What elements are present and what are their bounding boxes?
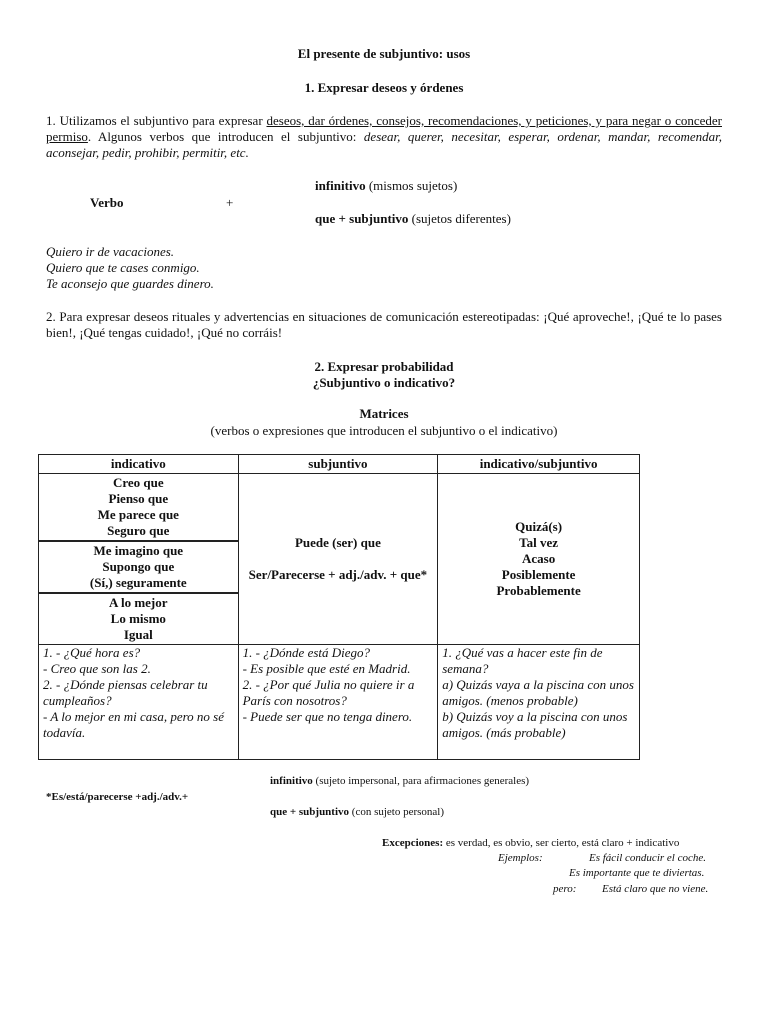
indicativo-group — [39, 474, 238, 540]
example-line: Te aconsejo que guardes dinero. — [46, 276, 214, 291]
list-item: Quizá(s) — [515, 519, 563, 534]
matrices-note: (verbos o expresiones que introducen el subjuntivo o el indicativo) — [210, 423, 558, 438]
list-item: Lo mismo — [110, 611, 166, 626]
section2-subheading: ¿Subjuntivo o indicativo? — [312, 375, 456, 390]
list-item: Tal vez — [519, 535, 559, 550]
example-line: Quiero que te cases conmigo. — [46, 260, 200, 275]
exceptions-label: Excepciones: — [382, 837, 444, 849]
list-item: Me imagino que — [93, 543, 184, 558]
formula2-infinitivo — [270, 774, 529, 788]
page-title: El presente de subjuntivo: usos — [297, 46, 471, 61]
formula1-inf-note: (mismos sujetos) — [365, 178, 458, 193]
list-item: A lo mejor — [109, 595, 168, 610]
section2-heading: 2. Expresar probabilidad — [314, 359, 454, 374]
list-item: (Sí,) seguramente — [89, 575, 187, 590]
indicativo-group — [39, 592, 238, 644]
formula1-infinitivo — [315, 178, 457, 194]
para1-mid: . Algunos verbos que introducen el subjuntivo: — [87, 129, 364, 144]
ejemplos-label: Ejemplos: — [498, 852, 543, 864]
example-line: 2. - ¿Dónde piensas celebrar tu cumpleaños? — [43, 677, 208, 708]
table-row-examples — [39, 645, 640, 760]
formula2-que-note: (con sujeto personal) — [349, 806, 445, 818]
header-indicativo: indicativo — [39, 455, 239, 474]
indicativo-group — [39, 540, 238, 592]
exceptions-text: es verdad, es obvio, ser cierto, está claro + indicativo — [443, 837, 680, 849]
paragraph-1 — [46, 113, 722, 161]
list-item: Ser/Parecerse + adj./adv. + que* — [248, 567, 428, 582]
list-item: Probablemente — [496, 583, 581, 598]
section1-examples — [46, 244, 214, 292]
section1-heading: 1. Expresar deseos y órdenes — [304, 80, 464, 95]
para1-verbs: desear, querer, necesitar, esperar, ordenar, mandar, recomendar, aconsejar, pedir, prohibir, permitir, etc. — [46, 129, 722, 160]
para1-intro: 1. Utilizamos el subjuntivo para expresar — [46, 113, 267, 128]
table-row-matrices — [39, 474, 640, 645]
cell-indsubj-matrices — [438, 474, 640, 645]
example-line: - Puede ser que no tenga dinero. — [242, 709, 413, 724]
formula2-left: *Es/está/parecerse +adj./adv.+ — [46, 791, 189, 803]
example-line: 2. - ¿Por qué Julia no quiere ir a París con nosotros? — [242, 677, 415, 708]
example-line: 1. - ¿Dónde está Diego? — [242, 645, 371, 660]
matrices-table — [38, 454, 640, 760]
cell-subjuntivo-examples — [238, 645, 438, 760]
example-line: - Es posible que esté en Madrid. — [242, 661, 411, 676]
list-item: Posiblemente — [501, 567, 576, 582]
formula2-que — [270, 805, 444, 819]
list-item: Seguro que — [107, 523, 170, 538]
exceptions-line — [382, 836, 679, 850]
example-line: b) Quizás voy a la piscina con unos amigos. (más probable) — [442, 709, 628, 740]
formula1-que-note: (sujetos diferentes) — [408, 211, 511, 226]
list-item: Me parece que — [97, 507, 179, 522]
formula2-que-bold: que + subjuntivo — [270, 806, 350, 818]
exception-example-1: Es fácil conducir el coche. — [589, 852, 706, 864]
formula1-que-bold: que + subjuntivo — [315, 211, 409, 226]
formula1-inf-bold: infinitivo — [315, 178, 366, 193]
example-line: - Creo que son las 2. — [43, 661, 151, 676]
table-header-row — [39, 455, 640, 474]
cell-indsubj-examples — [438, 645, 640, 760]
list-item: Acaso — [522, 551, 556, 566]
cell-subjuntivo-matrices — [238, 474, 438, 645]
exception-example-3: Está claro que no viene. — [602, 883, 709, 895]
list-item: Pienso que — [108, 491, 169, 506]
header-indicativo-subjuntivo: indicativo/subjuntivo — [438, 455, 640, 474]
header-subjuntivo: subjuntivo — [238, 455, 438, 474]
formula1-verb: Verbo — [90, 195, 124, 210]
example-line: Quiero ir de vacaciones. — [46, 244, 175, 259]
example-line: - A lo mejor en mi casa, pero no sé todavía. — [43, 709, 225, 740]
exception-example-2: Es importante que te diviertas. — [569, 867, 705, 879]
para1-underlined: deseos, dar órdenes, consejos, recomendaciones, y peticiones, y para negar o conceder permiso — [46, 113, 722, 144]
cell-indicativo-examples — [39, 645, 239, 760]
example-line: 1. ¿Qué vas a hacer este fin de semana? — [442, 645, 603, 676]
pero-label: pero: — [553, 883, 577, 895]
example-line: a) Quizás vaya a la piscina con unos amigos. (menos probable) — [442, 677, 634, 708]
cell-indicativo-matrices — [39, 474, 239, 645]
formula2-inf-note: (sujeto impersonal, para afirmaciones generales) — [312, 775, 530, 787]
list-item: Supongo que — [102, 559, 175, 574]
list-item: Puede (ser) que — [294, 535, 381, 550]
formula2-inf-bold: infinitivo — [270, 775, 313, 787]
formula1-plus: + — [226, 195, 234, 210]
list-item: Creo que — [112, 475, 164, 490]
formula1-que — [315, 211, 511, 227]
example-line: 1. - ¿Qué hora es? — [43, 645, 141, 660]
matrices-title: Matrices — [359, 406, 409, 421]
list-item: Igual — [123, 627, 153, 642]
paragraph-2: 2. Para expresar deseos rituales y advertencias en situaciones de comunicación estereotipadas: ¡Qué aproveche!, ¡Qué te lo pases bien!, ¡Qué tengas cuidado!, ¡Qué no corráis! — [46, 309, 722, 340]
